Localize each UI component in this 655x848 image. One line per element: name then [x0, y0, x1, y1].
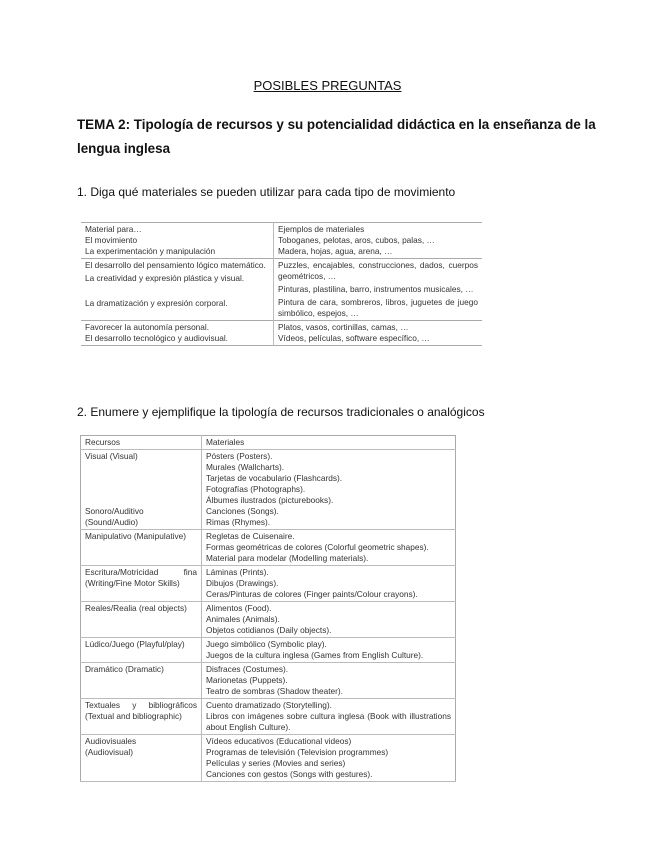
- cell: Madera, hojas, agua, arena, …: [278, 246, 393, 256]
- cell: Sonoro/Auditivo: [85, 506, 144, 516]
- page-title: POSIBLES PREGUNTAS: [253, 78, 402, 93]
- cell: Marionetas (Puppets).: [206, 675, 288, 685]
- cell: Escritura/Motricidad fina: [85, 567, 197, 577]
- table-row: [81, 436, 456, 450]
- cell: Juegos de la cultura inglesa (Games from English Culture).: [206, 650, 424, 660]
- cell: Vídeos, películas, software específico, …: [278, 333, 430, 343]
- cell: (Writing/Fine Motor Skills): [85, 578, 180, 588]
- cell: El desarrollo tecnológico y audiovisual.: [85, 333, 228, 343]
- cell: Regletas de Cuisenaire.: [206, 531, 295, 541]
- cell: Dibujos (Drawings).: [206, 578, 279, 588]
- cell: Canciones con gestos (Songs with gestures).: [206, 769, 373, 779]
- table-row: [81, 699, 456, 735]
- cell: Disfraces (Costumes).: [206, 664, 289, 674]
- table-row: [81, 321, 482, 346]
- cell: La creatividad y expresión plástica y visual.: [85, 273, 245, 283]
- cell: (Audiovisual): [85, 747, 133, 757]
- cell: Tarjetas de vocabulario (Flashcards).: [206, 473, 343, 483]
- cell: Teatro de sombras (Shadow theater).: [206, 686, 343, 696]
- column-header: Materiales: [202, 436, 456, 450]
- table-row: [81, 450, 456, 530]
- cell: Vídeos educativos (Educational videos): [206, 736, 352, 746]
- cell: Álbumes ilustrados (picturebooks).: [206, 495, 334, 505]
- cell: La experimentación y manipulación: [85, 246, 216, 256]
- cell: Cuento dramatizado (Storytelling).: [206, 700, 332, 710]
- cell: Alimentos (Food).: [206, 603, 272, 613]
- column-header: Material para…: [85, 224, 142, 234]
- table-row: [81, 602, 456, 638]
- cell: Reales/Realia (real objects): [81, 602, 202, 638]
- materials-table: [81, 222, 482, 346]
- table-row: [81, 259, 482, 321]
- cell: Textuales y bibliográficos: [85, 700, 197, 710]
- cell: La dramatización y expresión corporal.: [85, 298, 228, 308]
- cell: Juego simbólico (Symbolic play).: [206, 639, 327, 649]
- topic-heading: TEMA 2: Tipología de recursos y su potencialidad didáctica en la enseñanza de la lengua inglesa: [77, 117, 596, 156]
- cell: Rimas (Rhymes).: [206, 517, 271, 527]
- cell: Audiovisuales: [85, 736, 137, 746]
- cell: Favorecer la autonomía personal.: [85, 322, 210, 332]
- cell: Toboganes, pelotas, aros, cubos, palas, …: [278, 235, 435, 245]
- table-row: [81, 566, 456, 602]
- table-row: [81, 638, 456, 663]
- cell: Láminas (Prints).: [206, 567, 269, 577]
- cell: Visual (Visual): [85, 451, 138, 461]
- resources-table: [80, 435, 456, 782]
- cell: El desarrollo del pensamiento lógico matemático.: [85, 260, 266, 270]
- cell: Dramático (Dramatic): [81, 663, 202, 699]
- cell: Puzzles, encajables, construcciones, dados, cuerpos geométricos, …: [278, 260, 478, 281]
- cell: Material para modelar (Modelling materials).: [206, 553, 369, 563]
- table-row: [81, 735, 456, 782]
- cell: Canciones (Songs).: [206, 506, 279, 516]
- table-row: [81, 663, 456, 699]
- cell: Programas de televisión (Television programmes): [206, 747, 389, 757]
- cell: Pósters (Posters).: [206, 451, 273, 461]
- cell: Fotografías (Photographs).: [206, 484, 306, 494]
- cell: Lúdico/Juego (Playful/play): [81, 638, 202, 663]
- cell: Platos, vasos, cortinillas, camas, …: [278, 322, 409, 332]
- cell: Formas geométricas de colores (Colorful geometric shapes).: [206, 542, 429, 552]
- cell: El movimiento: [85, 235, 138, 245]
- table-row: [81, 530, 456, 566]
- question-2: 2. Enumere y ejemplifique la tipología de recursos tradicionales o analógicos: [77, 405, 485, 419]
- column-header: Recursos: [81, 436, 202, 450]
- cell: Objetos cotidianos (Daily objects).: [206, 625, 332, 635]
- cell: (Textual and bibliographic): [85, 711, 182, 721]
- cell: Animales (Animals).: [206, 614, 280, 624]
- cell: (Sound/Audio): [85, 517, 139, 527]
- cell: Libros con imágenes sobre cultura inglesa (Book with illustrations about English Culture).: [206, 711, 451, 732]
- cell: Películas y series (Movies and series): [206, 758, 346, 768]
- cell: Pinturas, plastilina, barro, instrumentos musicales, …: [278, 284, 474, 294]
- cell: Pintura de cara, sombreros, libros, juguetes de juego simbólico, espejos, …: [278, 297, 478, 318]
- question-1: 1. Diga qué materiales se pueden utilizar para cada tipo de movimiento: [77, 185, 456, 199]
- cell: Ceras/Pinturas de colores (Finger paints/Colour crayons).: [206, 589, 418, 599]
- cell: Manipulativo (Manipulative): [81, 530, 202, 566]
- table-row: [81, 223, 482, 259]
- cell: Murales (Wallcharts).: [206, 462, 285, 472]
- column-header: Ejemplos de materiales: [278, 224, 365, 234]
